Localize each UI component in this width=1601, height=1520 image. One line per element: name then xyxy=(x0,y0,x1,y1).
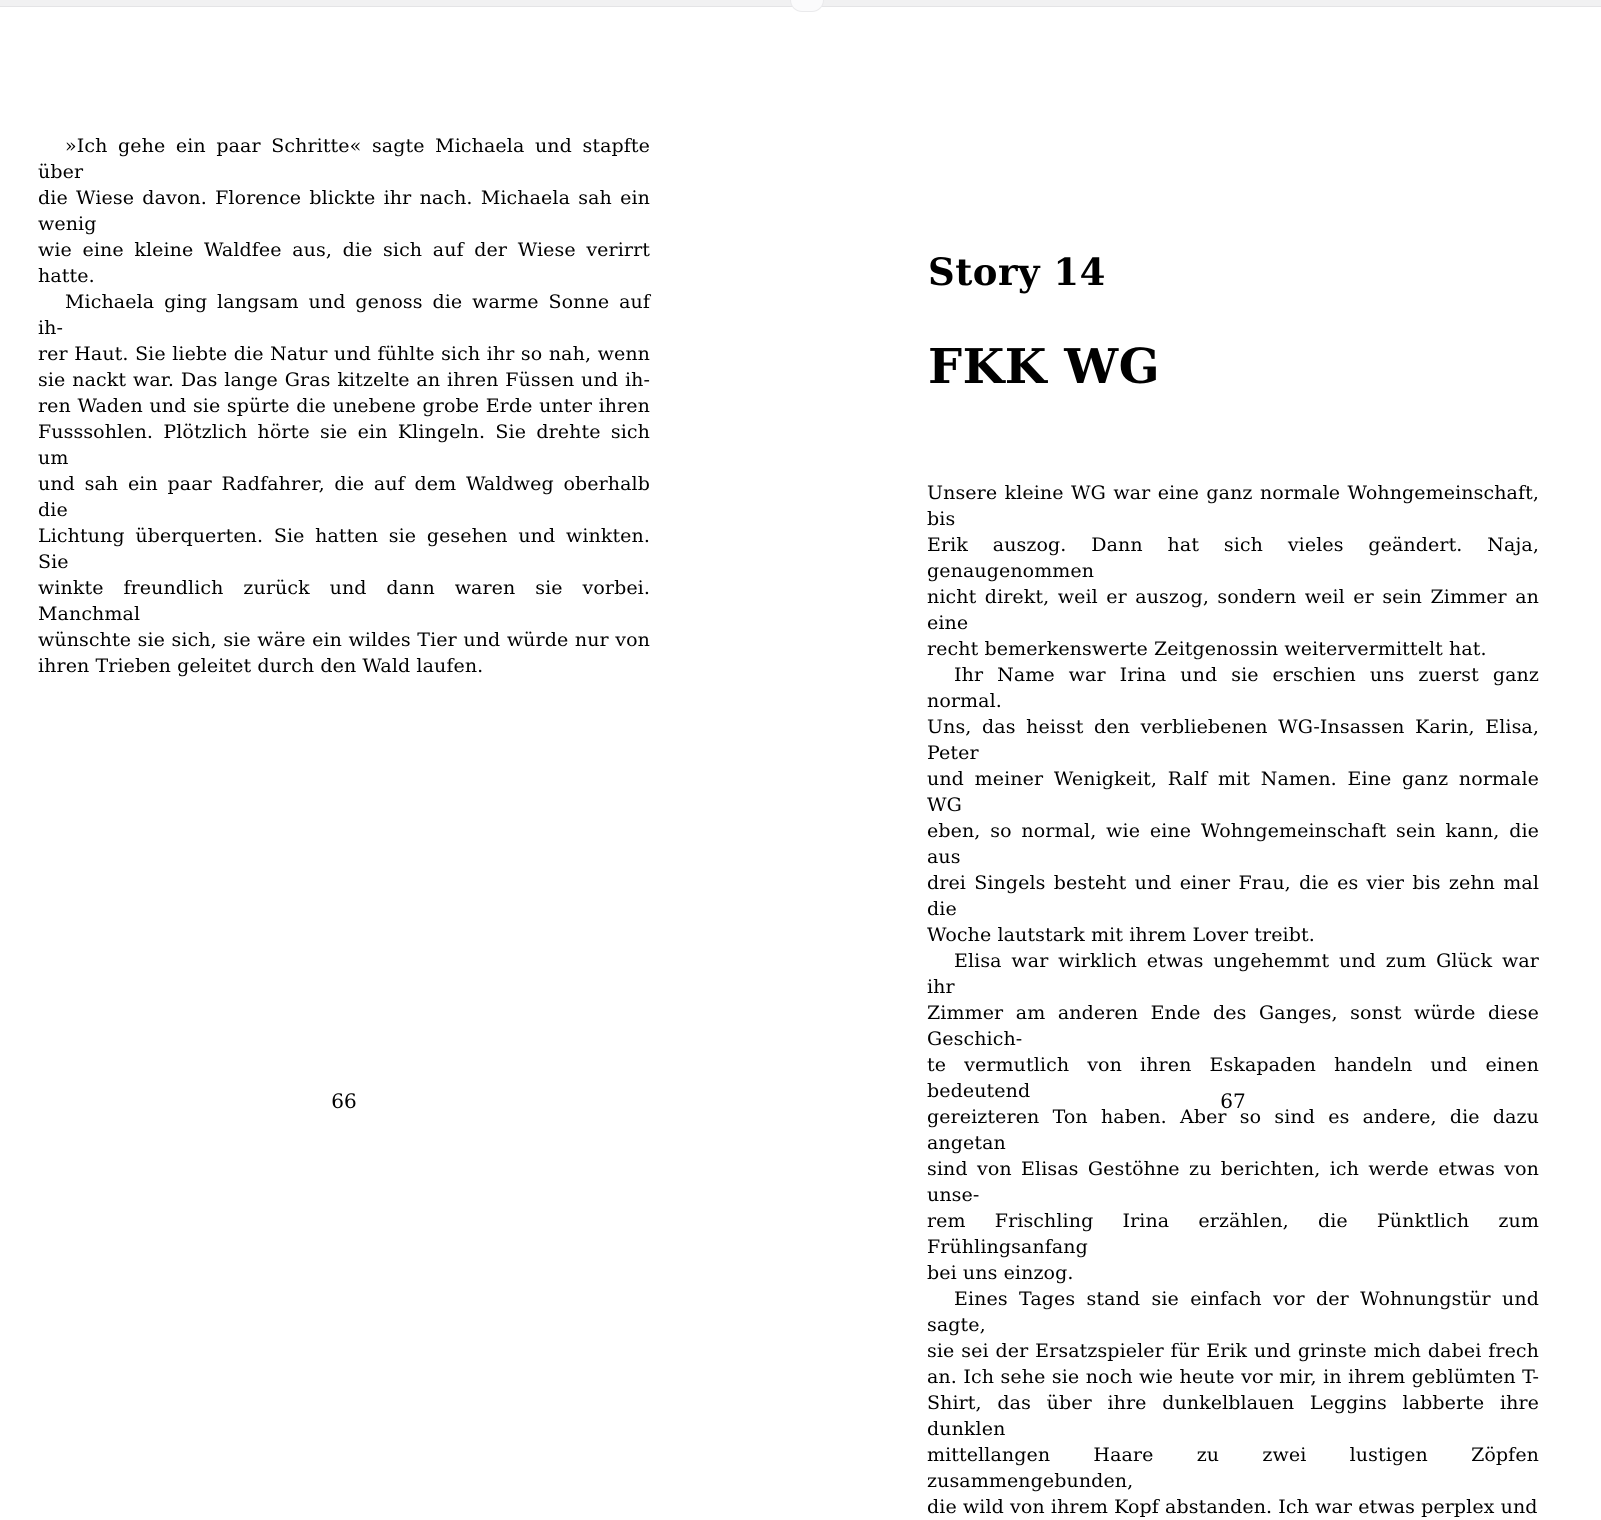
text-line: die Wiese davon. Florence blickte ihr nach. Michaela sah ein wenig xyxy=(38,187,650,235)
text-line: Woche lautstark mit ihrem Lover treibt. xyxy=(927,924,1315,946)
text-line: Michaela ging langsam und genoss die warme Sonne auf ih- xyxy=(38,291,650,339)
text-line: Eines Tages stand sie einfach vor der Wohnungstür und sagte, xyxy=(927,1288,1539,1336)
text-line: sie nackt war. Das lange Gras kitzelte an ihren Füssen und ih- xyxy=(38,369,650,391)
text-line: wie eine kleine Waldfee aus, die sich auf der Wiese verirrt hatte. xyxy=(38,239,650,287)
text-line: eben, so normal, wie eine Wohngemeinschaft sein kann, die aus xyxy=(927,820,1539,868)
text-line: ihren Trieben geleitet durch den Wald laufen. xyxy=(38,655,484,677)
chapter-title: FKK WG xyxy=(928,339,1161,395)
text-line: Unsere kleine WG war eine ganz normale Wohngemeinschaft, bis xyxy=(927,482,1539,530)
text-line: an. Ich sehe sie noch wie heute vor mir, in ihrem geblümten T- xyxy=(927,1366,1539,1388)
text-line: Uns, das heisst den verbliebenen WG-Insassen Karin, Elisa, Peter xyxy=(927,716,1539,764)
text-line: Shirt, das über ihre dunkelblauen Leggins labberte ihre dunklen xyxy=(927,1392,1539,1440)
text-line: wünschte sie sich, sie wäre ein wildes Tier und würde nur von xyxy=(38,629,650,651)
text-line: rer Haut. Sie liebte die Natur und fühlte sich ihr so nah, wenn xyxy=(38,343,650,365)
text-line: sie sei der Ersatzspieler für Erik und grinste mich dabei frech xyxy=(927,1340,1539,1362)
text-line: sind von Elisas Gestöhne zu berichten, ich werde etwas von unse- xyxy=(927,1158,1539,1206)
text-line: Elisa war wirklich etwas ungehemmt und zum Glück war ihr xyxy=(927,950,1539,998)
left-page-body-text xyxy=(38,133,650,679)
text-line: winkte freundlich zurück und dann waren sie vorbei. Manchmal xyxy=(38,577,650,625)
text-line: drei Singels besteht und einer Frau, die es vier bis zehn mal die xyxy=(927,872,1539,920)
text-line: Zimmer am anderen Ende des Ganges, sonst würde diese Geschich- xyxy=(927,1002,1539,1050)
chapter-kicker: Story 14 xyxy=(928,250,1106,294)
page-left xyxy=(38,0,650,1203)
left-page-number: 66 xyxy=(331,1089,357,1113)
text-line: Ihr Name war Irina und sie erschien uns zuerst ganz normal. xyxy=(927,664,1539,712)
text-line: und sah ein paar Radfahrer, die auf dem Waldweg oberhalb die xyxy=(38,473,650,521)
text-line: Lichtung überquerten. Sie hatten sie gesehen und winkten. Sie xyxy=(38,525,650,573)
right-page-number: 67 xyxy=(1220,1089,1246,1113)
text-line: die wild von ihrem Kopf abstanden. Ich war etwas perplex und xyxy=(927,1496,1538,1518)
text-line: recht bemerkenswerte Zeitgenossin weitervermittelt hat. xyxy=(927,638,1487,660)
text-line: nicht direkt, weil er auszog, sondern weil er sein Zimmer an eine xyxy=(927,586,1539,634)
right-page-body-text xyxy=(927,480,1539,1520)
text-line: te vermutlich von ihren Eskapaden handeln und einen bedeutend xyxy=(927,1054,1539,1102)
text-line: rem Frischling Irina erzählen, die Pünktlich zum Frühlingsanfang xyxy=(927,1210,1539,1258)
text-line: und meiner Wenigkeit, Ralf mit Namen. Eine ganz normale WG xyxy=(927,768,1539,816)
text-line: »Ich gehe ein paar Schritte« sagte Michaela und stapfte über xyxy=(38,135,650,183)
text-line: gereizteren Ton haben. Aber so sind es andere, die dazu angetan xyxy=(927,1106,1539,1154)
text-line: bei uns einzog. xyxy=(927,1262,1074,1284)
text-line: Erik auszog. Dann hat sich vieles geändert. Naja, genaugenommen xyxy=(927,534,1539,582)
text-line: mittellangen Haare zu zwei lustigen Zöpfen zusammengebunden, xyxy=(927,1444,1539,1492)
text-line: ren Waden und sie spürte die unebene grobe Erde unter ihren xyxy=(38,395,650,417)
page-right xyxy=(927,0,1539,1518)
text-line: Fusssohlen. Plötzlich hörte sie ein Klingeln. Sie drehte sich um xyxy=(38,421,650,469)
